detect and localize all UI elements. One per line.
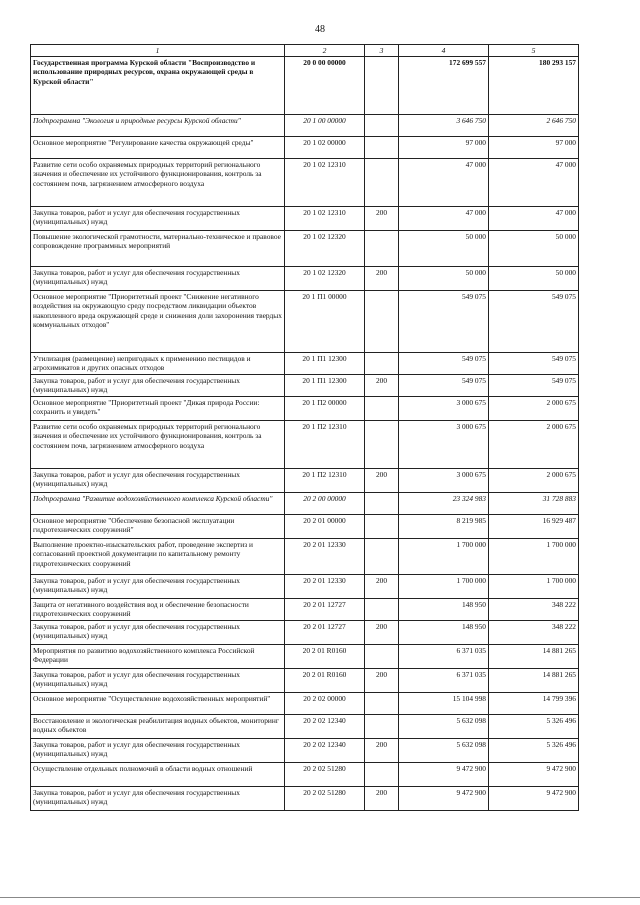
row-name: Основное мероприятие "Приоритетный проект "Снижение негативного воздействия на окружающую среду посредством ликвидации объектов накопленного вреда окружающей среде и снижения доли захоронения твердых коммунальных отходов" bbox=[31, 291, 285, 353]
row-amount-1: 97 000 bbox=[399, 137, 489, 159]
row-amount-1: 50 000 bbox=[399, 231, 489, 267]
row-expense-type: 200 bbox=[365, 575, 399, 599]
row-name: Защита от негативного воздействия вод и обеспечение безопасности гидротехнических сооружений bbox=[31, 599, 285, 621]
table-row bbox=[31, 787, 579, 811]
row-expense-type: 200 bbox=[365, 787, 399, 811]
row-expense-type bbox=[365, 693, 399, 715]
row-name: Развитие сети особо охраняемых природных территорий регионального значения и обеспечение их устойчивого функционирования, контроль за состоянием почв, загрязнением атмосферного воздуха bbox=[31, 421, 285, 469]
row-amount-2: 14 881 265 bbox=[489, 645, 579, 669]
table-row bbox=[31, 207, 579, 231]
row-name: Закупка товаров, работ и услуг для обеспечения государственных (муниципальных) нужд bbox=[31, 621, 285, 645]
table-row bbox=[31, 621, 579, 645]
row-amount-1: 6 371 035 bbox=[399, 645, 489, 669]
row-amount-1: 9 472 900 bbox=[399, 787, 489, 811]
row-expense-type bbox=[365, 763, 399, 787]
row-code: 20 2 01 00000 bbox=[285, 515, 365, 539]
table-row bbox=[31, 599, 579, 621]
row-name: Осуществление отдельных полномочий в области водных отношений bbox=[31, 763, 285, 787]
row-amount-2: 5 326 496 bbox=[489, 739, 579, 763]
table-row bbox=[31, 539, 579, 575]
row-name: Восстановление и экологическая реабилитация водных объектов, мониторинг водных объектов bbox=[31, 715, 285, 739]
row-code: 20 1 П2 00000 bbox=[285, 397, 365, 421]
table-row bbox=[31, 421, 579, 469]
row-amount-1: 3 000 675 bbox=[399, 421, 489, 469]
row-amount-1: 23 324 983 bbox=[399, 493, 489, 515]
table-row bbox=[31, 397, 579, 421]
row-code: 20 1 П1 00000 bbox=[285, 291, 365, 353]
row-expense-type: 200 bbox=[365, 621, 399, 645]
row-amount-2: 31 728 883 bbox=[489, 493, 579, 515]
row-code: 20 1 02 12310 bbox=[285, 159, 365, 207]
row-amount-1: 47 000 bbox=[399, 159, 489, 207]
row-amount-2: 50 000 bbox=[489, 231, 579, 267]
row-amount-1: 5 632 098 bbox=[399, 715, 489, 739]
row-amount-2: 549 075 bbox=[489, 353, 579, 375]
row-amount-2: 180 293 157 bbox=[489, 57, 579, 115]
row-amount-2: 97 000 bbox=[489, 137, 579, 159]
page-number: 48 bbox=[315, 24, 325, 35]
table-row bbox=[31, 739, 579, 763]
row-name: Закупка товаров, работ и услуг для обеспечения государственных (муниципальных) нужд bbox=[31, 739, 285, 763]
row-expense-type: 200 bbox=[365, 469, 399, 493]
row-amount-2: 549 075 bbox=[489, 375, 579, 397]
row-amount-1: 148 950 bbox=[399, 621, 489, 645]
table-row bbox=[31, 715, 579, 739]
row-expense-type bbox=[365, 421, 399, 469]
table-row bbox=[31, 267, 579, 291]
row-expense-type bbox=[365, 715, 399, 739]
column-header-amount-2: 5 bbox=[489, 45, 579, 57]
row-expense-type bbox=[365, 159, 399, 207]
budget-table bbox=[30, 44, 579, 811]
row-amount-2: 16 929 487 bbox=[489, 515, 579, 539]
row-amount-1: 549 075 bbox=[399, 291, 489, 353]
table-row bbox=[31, 137, 579, 159]
row-amount-2: 348 222 bbox=[489, 599, 579, 621]
row-code: 20 2 02 00000 bbox=[285, 693, 365, 715]
row-expense-type bbox=[365, 493, 399, 515]
column-header-name: 1 bbox=[31, 45, 285, 57]
row-amount-1: 1 700 000 bbox=[399, 539, 489, 575]
row-name: Утилизация (размещение) непригодных к применению пестицидов и агрохимикатов и других опасных отходов bbox=[31, 353, 285, 375]
row-code: 20 2 02 12340 bbox=[285, 739, 365, 763]
row-expense-type bbox=[365, 539, 399, 575]
row-code: 20 1 П2 12310 bbox=[285, 469, 365, 493]
row-amount-2: 1 700 000 bbox=[489, 539, 579, 575]
row-amount-2: 2 646 750 bbox=[489, 115, 579, 137]
row-expense-type: 200 bbox=[365, 207, 399, 231]
table-row bbox=[31, 231, 579, 267]
row-amount-1: 1 700 000 bbox=[399, 575, 489, 599]
row-amount-2: 14 799 396 bbox=[489, 693, 579, 715]
row-name: Подпрограмма "Развитие водохозяйственного комплекса Курской области" bbox=[31, 493, 285, 515]
table-row bbox=[31, 693, 579, 715]
row-expense-type bbox=[365, 645, 399, 669]
table-row bbox=[31, 645, 579, 669]
row-expense-type bbox=[365, 515, 399, 539]
table-row bbox=[31, 159, 579, 207]
row-code: 20 2 01 12330 bbox=[285, 539, 365, 575]
row-amount-2: 1 700 000 bbox=[489, 575, 579, 599]
row-code: 20 1 02 00000 bbox=[285, 137, 365, 159]
row-name: Закупка товаров, работ и услуг для обеспечения государственных (муниципальных) нужд bbox=[31, 787, 285, 811]
page-bottom-rule bbox=[0, 897, 640, 898]
table-row bbox=[31, 515, 579, 539]
row-code: 20 1 П2 12310 bbox=[285, 421, 365, 469]
table-row bbox=[31, 763, 579, 787]
row-amount-2: 5 326 496 bbox=[489, 715, 579, 739]
row-code: 20 1 02 12320 bbox=[285, 231, 365, 267]
row-code: 20 1 00 00000 bbox=[285, 115, 365, 137]
row-amount-2: 9 472 900 bbox=[489, 763, 579, 787]
row-name: Закупка товаров, работ и услуг для обеспечения государственных (муниципальных) нужд bbox=[31, 207, 285, 231]
row-expense-type bbox=[365, 397, 399, 421]
table-row bbox=[31, 575, 579, 599]
table-row bbox=[31, 669, 579, 693]
row-code: 20 2 01 12727 bbox=[285, 599, 365, 621]
table-row bbox=[31, 353, 579, 375]
row-code: 20 2 02 51280 bbox=[285, 763, 365, 787]
row-name: Закупка товаров, работ и услуг для обеспечения государственных (муниципальных) нужд bbox=[31, 669, 285, 693]
row-name: Закупка товаров, работ и услуг для обеспечения государственных (муниципальных) нужд bbox=[31, 267, 285, 291]
row-name: Государственная программа Курской области "Воспроизводство и использование природных ресурсов, охрана окружающей среды в Курской области" bbox=[31, 57, 285, 115]
row-code: 20 2 00 00000 bbox=[285, 493, 365, 515]
row-code: 20 0 00 00000 bbox=[285, 57, 365, 115]
row-amount-1: 50 000 bbox=[399, 267, 489, 291]
row-expense-type: 200 bbox=[365, 739, 399, 763]
row-amount-1: 148 950 bbox=[399, 599, 489, 621]
row-amount-1: 6 371 035 bbox=[399, 669, 489, 693]
row-code: 20 2 02 12340 bbox=[285, 715, 365, 739]
row-code: 20 1 02 12320 bbox=[285, 267, 365, 291]
row-expense-type bbox=[365, 137, 399, 159]
table-row bbox=[31, 375, 579, 397]
row-name: Повышение экологической грамотности, материально-техническое и правовое сопровождение программных мероприятий bbox=[31, 231, 285, 267]
row-amount-2: 549 075 bbox=[489, 291, 579, 353]
row-expense-type: 200 bbox=[365, 267, 399, 291]
row-amount-2: 2 000 675 bbox=[489, 421, 579, 469]
row-name: Выполнение проектно-изыскательских работ, проведение экспертиз и согласований проектной документации по капитальному ремонту гидротехнических сооружений bbox=[31, 539, 285, 575]
row-name: Развитие сети особо охраняемых природных территорий регионального значения и обеспечение их устойчивого функционирования, контроль за состоянием почв, загрязнением атмосферного воздуха bbox=[31, 159, 285, 207]
row-name: Основное мероприятие "Регулирование качества окружающей среды" bbox=[31, 137, 285, 159]
row-expense-type bbox=[365, 231, 399, 267]
row-amount-2: 2 000 675 bbox=[489, 469, 579, 493]
row-amount-1: 549 075 bbox=[399, 353, 489, 375]
row-amount-2: 348 222 bbox=[489, 621, 579, 645]
row-code: 20 1 П1 12300 bbox=[285, 353, 365, 375]
row-code: 20 1 П1 12300 bbox=[285, 375, 365, 397]
row-amount-1: 9 472 900 bbox=[399, 763, 489, 787]
row-amount-1: 8 219 985 bbox=[399, 515, 489, 539]
row-amount-2: 47 000 bbox=[489, 159, 579, 207]
row-amount-1: 3 000 675 bbox=[399, 469, 489, 493]
table-header-row bbox=[31, 45, 579, 57]
table-row bbox=[31, 115, 579, 137]
row-amount-1: 172 699 557 bbox=[399, 57, 489, 115]
row-amount-2: 47 000 bbox=[489, 207, 579, 231]
row-amount-1: 3 000 675 bbox=[399, 397, 489, 421]
row-expense-type: 200 bbox=[365, 669, 399, 693]
table-row bbox=[31, 57, 579, 115]
row-expense-type: 200 bbox=[365, 375, 399, 397]
row-amount-2: 14 881 265 bbox=[489, 669, 579, 693]
row-name: Закупка товаров, работ и услуг для обеспечения государственных (муниципальных) нужд bbox=[31, 575, 285, 599]
row-amount-1: 549 075 bbox=[399, 375, 489, 397]
column-header-code: 2 bbox=[285, 45, 365, 57]
row-amount-1: 3 646 750 bbox=[399, 115, 489, 137]
row-amount-2: 50 000 bbox=[489, 267, 579, 291]
row-expense-type bbox=[365, 57, 399, 115]
row-expense-type bbox=[365, 353, 399, 375]
row-name: Подпрограмма "Экология и природные ресурсы Курской области" bbox=[31, 115, 285, 137]
row-code: 20 2 01 12727 bbox=[285, 621, 365, 645]
row-name: Мероприятия по развитию водохозяйственного комплекса Российской Федерации bbox=[31, 645, 285, 669]
row-name: Закупка товаров, работ и услуг для обеспечения государственных (муниципальных) нужд bbox=[31, 469, 285, 493]
row-code: 20 1 02 12310 bbox=[285, 207, 365, 231]
row-amount-1: 47 000 bbox=[399, 207, 489, 231]
row-code: 20 2 01 R0160 bbox=[285, 645, 365, 669]
table-row bbox=[31, 493, 579, 515]
row-code: 20 2 01 R0160 bbox=[285, 669, 365, 693]
row-name: Основное мероприятие "Осуществление водохозяйственных мероприятий" bbox=[31, 693, 285, 715]
row-expense-type bbox=[365, 115, 399, 137]
row-name: Закупка товаров, работ и услуг для обеспечения государственных (муниципальных) нужд bbox=[31, 375, 285, 397]
row-code: 20 2 01 12330 bbox=[285, 575, 365, 599]
table-row bbox=[31, 469, 579, 493]
column-header-amount-1: 4 bbox=[399, 45, 489, 57]
row-amount-1: 5 632 098 bbox=[399, 739, 489, 763]
column-header-expense-type: 3 bbox=[365, 45, 399, 57]
table-body bbox=[31, 57, 579, 811]
row-expense-type bbox=[365, 599, 399, 621]
row-name: Основное мероприятие "Обеспечение безопасной эксплуатации гидротехнических сооружений" bbox=[31, 515, 285, 539]
row-amount-1: 15 104 998 bbox=[399, 693, 489, 715]
row-expense-type bbox=[365, 291, 399, 353]
row-amount-2: 2 000 675 bbox=[489, 397, 579, 421]
row-code: 20 2 02 51280 bbox=[285, 787, 365, 811]
table-row bbox=[31, 291, 579, 353]
row-name: Основное мероприятие "Приоритетный проект "Дикая природа России: сохранить и увидеть" bbox=[31, 397, 285, 421]
row-amount-2: 9 472 900 bbox=[489, 787, 579, 811]
